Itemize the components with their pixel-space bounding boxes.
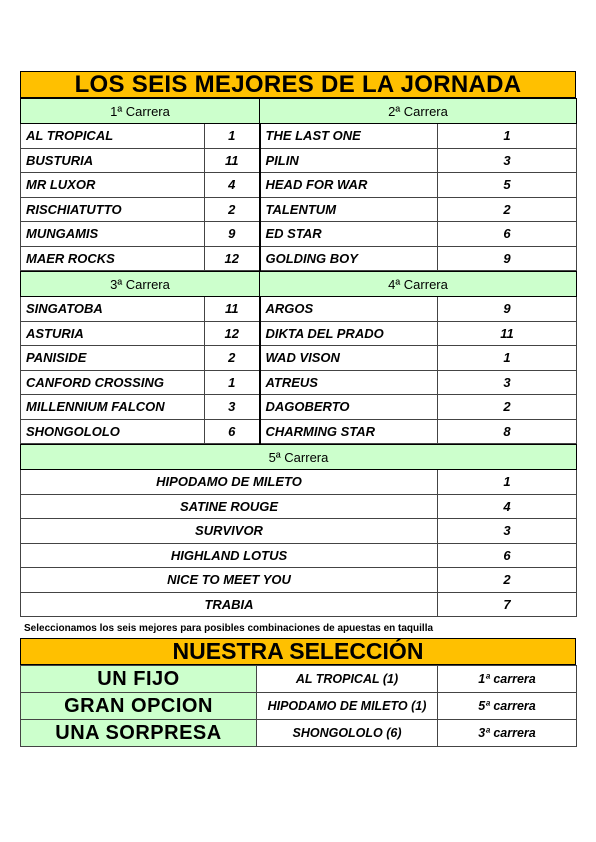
- race-5-header-row: [21, 445, 577, 470]
- horse-number: 3: [438, 148, 577, 173]
- table-row: [21, 592, 577, 617]
- selection-label: GRAN OPCION: [21, 693, 257, 720]
- selection-horse: SHONGOLOLO (6): [257, 720, 438, 747]
- horse-number: 11: [205, 297, 260, 322]
- table-row: [21, 519, 577, 544]
- horse-name: DIKTA DEL PRADO: [260, 321, 438, 346]
- horse-number: 9: [438, 246, 577, 271]
- horse-number: 2: [205, 346, 260, 371]
- horse-name: PILIN: [260, 148, 438, 173]
- horse-number: 11: [205, 148, 260, 173]
- horse-number: 11: [438, 321, 577, 346]
- horse-name: NICE TO MEET YOU: [21, 568, 438, 593]
- horse-name: SINGATOBA: [21, 297, 205, 322]
- horse-number: 1: [438, 124, 577, 149]
- horse-number: 2: [438, 395, 577, 420]
- table-row: [21, 568, 577, 593]
- table-row: [21, 346, 577, 371]
- selection-race: 5ª carrera: [438, 693, 577, 720]
- table-row: [21, 124, 577, 149]
- horse-name: ARGOS: [260, 297, 438, 322]
- horse-name: SURVIVOR: [21, 519, 438, 544]
- horse-name: HEAD FOR WAR: [260, 173, 438, 198]
- horse-name: HIPODAMO DE MILETO: [21, 470, 438, 495]
- horse-number: 1: [438, 470, 577, 495]
- table-row: [21, 321, 577, 346]
- horse-name: HIGHLAND LOTUS: [21, 543, 438, 568]
- horse-number: 6: [438, 222, 577, 247]
- horse-name: ED STAR: [260, 222, 438, 247]
- race-4-header: 4ª Carrera: [260, 272, 577, 297]
- horse-number: 5: [438, 173, 577, 198]
- selection-label: UNA SORPRESA: [21, 720, 257, 747]
- horse-number: 9: [205, 222, 260, 247]
- horse-name: MUNGAMIS: [21, 222, 205, 247]
- selection-label: UN FIJO: [21, 666, 257, 693]
- race-5-header: 5ª Carrera: [21, 445, 577, 470]
- horse-name: THE LAST ONE: [260, 124, 438, 149]
- selection-race: 3ª carrera: [438, 720, 577, 747]
- selection-note: Seleccionamos los seis mejores para posibles combinaciones de apuestas en taquilla: [24, 623, 434, 634]
- horse-number: 2: [438, 568, 577, 593]
- table-row: [21, 197, 577, 222]
- table-row: [21, 297, 577, 322]
- horse-name: WAD VISON: [260, 346, 438, 371]
- horse-name: CHARMING STAR: [260, 419, 438, 444]
- horse-number: 9: [438, 297, 577, 322]
- horse-number: 2: [438, 197, 577, 222]
- selection-table: [20, 665, 577, 747]
- selection-row: [21, 720, 577, 747]
- selection-title: NUESTRA SELECCIÓN: [20, 638, 576, 665]
- horse-number: 4: [438, 494, 577, 519]
- horse-name: GOLDING BOY: [260, 246, 438, 271]
- table-row: [21, 148, 577, 173]
- horse-name: RISCHIATUTTO: [21, 197, 205, 222]
- table-row: [21, 370, 577, 395]
- horse-number: 2: [205, 197, 260, 222]
- horse-name: SATINE ROUGE: [21, 494, 438, 519]
- horse-number: 6: [205, 419, 260, 444]
- selection-horse: HIPODAMO DE MILETO (1): [257, 693, 438, 720]
- table-row: [21, 395, 577, 420]
- racing-sheet: [20, 71, 576, 747]
- horse-name: TRABIA: [21, 592, 438, 617]
- horse-number: 8: [438, 419, 577, 444]
- horse-name: PANISIDE: [21, 346, 205, 371]
- table-row: [21, 543, 577, 568]
- races-3-4-table: [20, 271, 577, 444]
- horse-number: 1: [205, 124, 260, 149]
- race-2-header: 2ª Carrera: [260, 99, 577, 124]
- race-5-table: [20, 444, 577, 617]
- horse-number: 4: [205, 173, 260, 198]
- horse-number: 1: [438, 346, 577, 371]
- horse-name: ASTURIA: [21, 321, 205, 346]
- horse-number: 12: [205, 246, 260, 271]
- selection-row: [21, 666, 577, 693]
- horse-number: 7: [438, 592, 577, 617]
- selection-horse: AL TROPICAL (1): [257, 666, 438, 693]
- selection-row: [21, 693, 577, 720]
- horse-number: 3: [205, 395, 260, 420]
- horse-number: 12: [205, 321, 260, 346]
- table-row: [21, 173, 577, 198]
- race-1-header: 1ª Carrera: [21, 99, 260, 124]
- table-row: [21, 470, 577, 495]
- selection-race: 1ª carrera: [438, 666, 577, 693]
- horse-name: DAGOBERTO: [260, 395, 438, 420]
- horse-number: 3: [438, 370, 577, 395]
- horse-name: MR LUXOR: [21, 173, 205, 198]
- races-1-2-table: [20, 98, 577, 271]
- race-3-header: 3ª Carrera: [21, 272, 260, 297]
- races-3-4-header: [21, 272, 577, 297]
- table-row: [21, 222, 577, 247]
- horse-number: 3: [438, 519, 577, 544]
- horse-name: MAER ROCKS: [21, 246, 205, 271]
- horse-number: 1: [205, 370, 260, 395]
- horse-number: 6: [438, 543, 577, 568]
- horse-name: ATREUS: [260, 370, 438, 395]
- table-row: [21, 494, 577, 519]
- horse-name: BUSTURIA: [21, 148, 205, 173]
- table-row: [21, 419, 577, 444]
- races-1-2-header: [21, 99, 577, 124]
- horse-name: CANFORD CROSSING: [21, 370, 205, 395]
- horse-name: SHONGOLOLO: [21, 419, 205, 444]
- page-title: LOS SEIS MEJORES DE LA JORNADA: [20, 71, 576, 98]
- horse-name: TALENTUM: [260, 197, 438, 222]
- table-row: [21, 246, 577, 271]
- horse-name: AL TROPICAL: [21, 124, 205, 149]
- horse-name: MILLENNIUM FALCON: [21, 395, 205, 420]
